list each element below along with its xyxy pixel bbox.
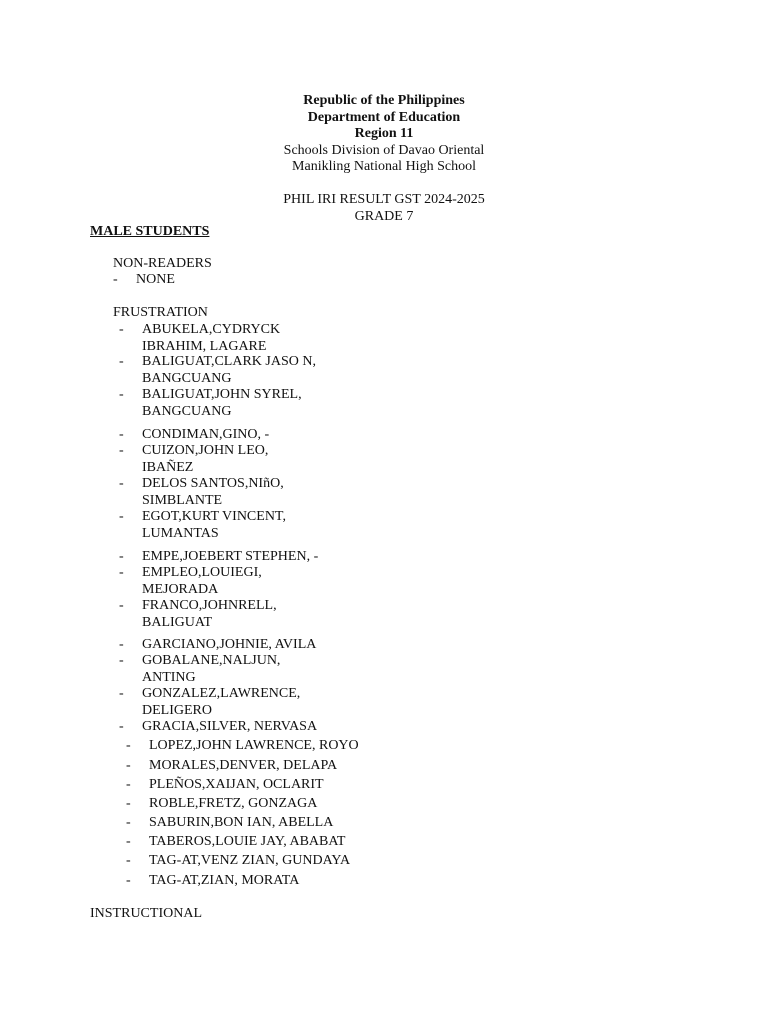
student-name-line2: SIMBLANTE — [142, 492, 223, 508]
list-item — [142, 686, 300, 719]
student-name-line2: BANGCUANG — [142, 403, 232, 419]
student-name-line1: EMPLEO,LOUIEGI, — [142, 565, 262, 580]
student-name-line2: LUMANTAS — [142, 525, 219, 541]
student-name-line1: ABUKELA,CYDRYCK — [142, 322, 281, 337]
student-name-line2: IBAÑEZ — [142, 459, 194, 475]
student-name-line1: CONDIMAN,GINO, - — [142, 427, 270, 442]
list-item — [142, 387, 302, 420]
student-name-line1: TABEROS,LOUIE JAY, ABABAT — [149, 834, 346, 849]
list-dash: - — [119, 598, 124, 613]
list-item — [149, 796, 317, 813]
header-republic: Republic of the Philippines — [303, 93, 465, 108]
document-header — [0, 93, 768, 225]
list-item — [142, 637, 316, 654]
list-item — [142, 653, 280, 686]
student-name-line1: FRANCO,JOHNRELL, — [142, 598, 277, 613]
student-name-line1: ROBLE,FRETZ, GONZAGA — [149, 796, 318, 811]
student-name-line1: SABURIN,BON IAN, ABELLA — [149, 815, 334, 830]
list-item — [142, 549, 318, 566]
student-name-line2: BANGCUANG — [142, 370, 232, 386]
header-department: Department of Education — [307, 109, 461, 125]
list-item — [149, 853, 350, 870]
list-item — [142, 565, 262, 598]
list-dash: - — [126, 738, 131, 753]
list-dash: - — [119, 443, 124, 458]
student-name-line1: GRACIA,SILVER, NERVASA — [142, 719, 318, 734]
male-students-heading: MALE STUDENTS — [90, 224, 210, 239]
nonreaders-label: NON-READERS — [113, 256, 212, 271]
list-item — [142, 598, 277, 631]
student-name-line2: MEJORADA — [142, 581, 219, 597]
list-dash: - — [126, 815, 131, 830]
list-item — [149, 834, 345, 851]
student-name-line1: PLEÑOS,XAIJAN, OCLARIT — [149, 777, 324, 792]
list-item — [142, 719, 317, 736]
list-dash: - — [119, 354, 124, 369]
student-name-line1: DELOS SANTOS,NIñO, — [142, 476, 284, 491]
list-item — [149, 758, 337, 775]
list-item — [142, 443, 268, 476]
list-dash: - — [126, 796, 131, 811]
list-item — [142, 427, 269, 444]
frustration-label: FRUSTRATION — [113, 305, 208, 320]
list-dash: - — [126, 853, 131, 868]
list-item — [149, 738, 359, 755]
student-name-line1: LOPEZ,JOHN LAWRENCE, ROYO — [149, 738, 359, 753]
list-item — [149, 873, 299, 890]
list-dash: - — [119, 637, 124, 652]
list-dash: - — [119, 509, 124, 524]
list-dash: - — [119, 565, 124, 580]
list-dash: - — [126, 758, 131, 773]
list-item — [142, 354, 316, 387]
student-name-line1: GONZALEZ,LAWRENCE, — [142, 686, 301, 701]
student-name-line1: CUIZON,JOHN LEO, — [142, 443, 269, 458]
nonreaders-dash: - — [113, 272, 118, 287]
header-region: Region 11 — [354, 126, 414, 141]
list-dash: - — [119, 686, 124, 701]
header-result-title: PHIL IRI RESULT GST 2024-2025 — [283, 192, 485, 207]
list-item — [142, 322, 280, 355]
student-name-line2: IBRAHIM, LAGARE — [142, 338, 267, 354]
header-grade: GRADE 7 — [354, 208, 414, 224]
student-name-line1: EMPE,JOEBERT STEPHEN, - — [142, 549, 319, 564]
student-name-line2: ANTING — [142, 669, 196, 685]
student-name-line1: GARCIANO,JOHNIE, AVILA — [142, 637, 317, 652]
student-name-line1: BALIGUAT,CLARK JASO N, — [142, 354, 316, 369]
list-item — [149, 777, 324, 794]
list-dash: - — [119, 322, 124, 337]
list-dash: - — [126, 873, 131, 888]
header-division: Schools Division of Davao Oriental — [283, 142, 485, 158]
list-dash: - — [126, 834, 131, 849]
header-spacer — [0, 176, 768, 193]
student-name-line1: TAG-AT,ZIAN, MORATA — [149, 873, 300, 888]
instructional-label: INSTRUCTIONAL — [90, 906, 202, 921]
header-school: Manikling National High School — [292, 159, 476, 174]
student-name-line1: EGOT,KURT VINCENT, — [142, 509, 286, 524]
list-dash: - — [119, 427, 124, 442]
list-dash: - — [119, 653, 124, 668]
list-dash: - — [119, 719, 124, 734]
list-dash: - — [119, 387, 124, 402]
student-name-line1: GOBALANE,NALJUN, — [142, 653, 281, 668]
list-item — [142, 509, 286, 542]
student-name-line2: DELIGERO — [142, 702, 212, 718]
list-item — [142, 476, 284, 509]
nonreaders-value: NONE — [136, 272, 175, 287]
list-dash: - — [126, 777, 131, 792]
student-name-line2: BALIGUAT — [142, 614, 212, 630]
student-name-line1: TAG-AT,VENZ ZIAN, GUNDAYA — [149, 853, 351, 868]
list-dash: - — [119, 549, 124, 564]
list-dash: - — [119, 476, 124, 491]
list-item — [149, 815, 333, 832]
student-name-line1: BALIGUAT,JOHN SYREL, — [142, 387, 302, 402]
student-name-line1: MORALES,DENVER, DELAPA — [149, 758, 338, 773]
